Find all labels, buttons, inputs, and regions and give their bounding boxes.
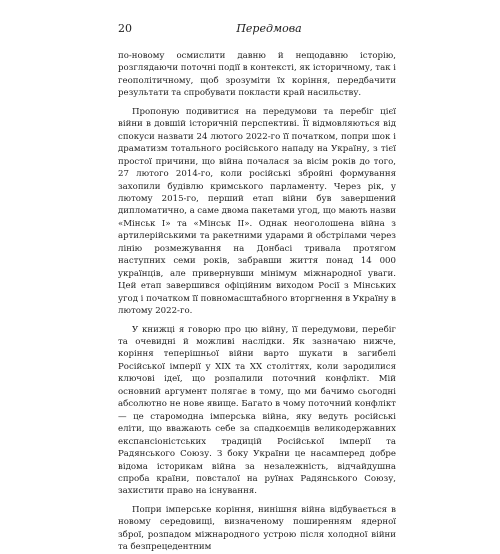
chapter-title: Передмова: [236, 22, 302, 35]
page-number: 20: [118, 22, 132, 35]
paragraph-4: Попри імперське коріння, нинішня війна відбувається в новому середовищі, визначеному поширенням ядерної зброї, розпадом міжнародного устрою після холодної війни та безпрецедентним: [118, 504, 396, 553]
body-text: [118, 50, 396, 553]
running-header: [118, 22, 396, 38]
paragraph-2: Пропоную подивитися на передумови та перебіг цієї війни в довшій історичній перспективі. Її відмовляються від спокуси назвати 24 лютого 2022-го її початком, попри шок і драматизм тотального російського нападу на Україну, з тієї простої причини, що війна почалася за вісім років до того, 27 лютого 2014-го, коли російські збройні формування захопили будівлю кримського парламенту. Через рік, у лютому 2015-го, перший етап війни був завершений дипломатично, а саме двома пакетами угод, що мають назви «Мінськ I» та «Мінськ II». Однак неоголошена війна з артилерійськими та ракетними ударами й обстрілами через лінію розмежування на Донбасі тривала протягом наступних семи років, забравши життя понад 14 000 українців, але привернувши мінімум міжнародної уваги. Цей етап завершився офіційним виходом Росії з Мінських угод і початком її повномасштабного вторгнення в Україну в лютому 2022-го.: [118, 106, 396, 317]
paragraph-3: У книжці я говорю про цю війну, її передумови, перебіг та очевидні й можливі наслідки. Як зазначаю нижче, коріння теперішньої війни варто шукати в загибелі Російської імперії у XIX та XX століттях, коли зародилися ключові ідеї, що розпалили поточний конфлікт. Мій основний аргумент полягає в тому, що ми бачимо сьогодні абсолютно не нове явище. Багато в чому поточний конфлікт — це старомодна імперська війна, яку ведуть російські еліти, що вважають себе за спадкоємців великодержавних експансіоністських традицій Російської імперії та Радянського Союзу. З боку України це насамперед добре відома історикам війна за незалежність, відчайдушна спроба країни, повсталої на руїнах Радянського Союзу, захистити право на існування.: [118, 324, 396, 497]
paragraph-1: по-новому осмислити давню й нещодавню історію, розглядаючи поточні події в контексті, як історичному, так і геополітичному, щоб зрозуміти їх коріння, передбачити результати та спробувати покласти край насильству.: [118, 51, 396, 99]
